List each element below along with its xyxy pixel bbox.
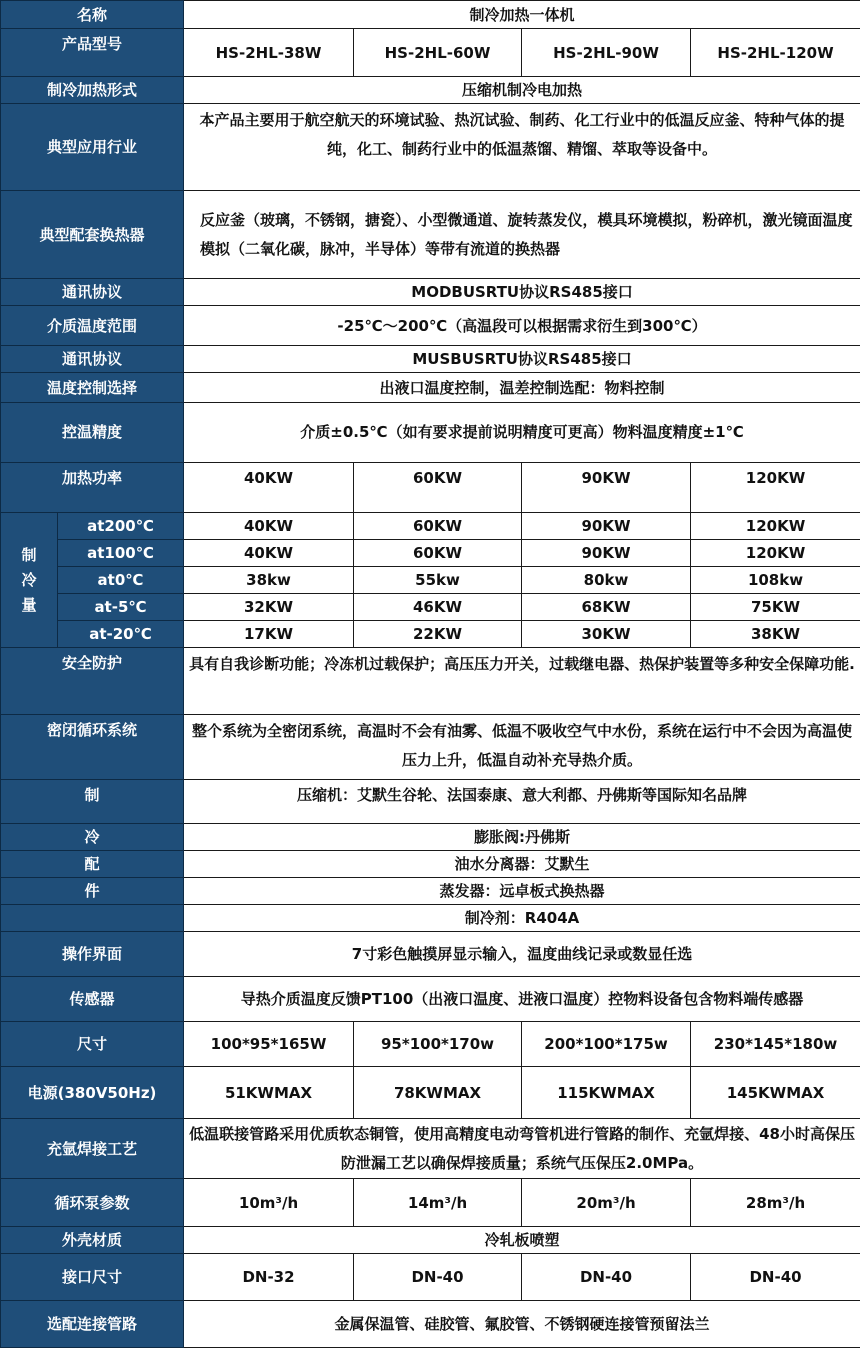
parts-label: 配 xyxy=(1,851,184,878)
model-value: HS-2HL-120W xyxy=(691,29,860,77)
comm2-value: MUSBUSRTU协议RS485接口 xyxy=(184,346,860,373)
row-heating xyxy=(1,463,860,513)
row-pump xyxy=(1,1179,860,1227)
heating-value: 40KW xyxy=(184,463,354,513)
sensor-value: 导热介质温度反馈PT100（出液口温度、进液口温度）控物料设备包含物料端传感器 xyxy=(184,977,860,1022)
pump-value: 28m³/h xyxy=(691,1179,860,1227)
power-value: 51KWMAX xyxy=(184,1067,354,1119)
power-value: 145KWMAX xyxy=(691,1067,860,1119)
size-value: 200*100*175w xyxy=(522,1022,691,1067)
model-value: HS-2HL-38W xyxy=(184,29,354,77)
parts-label: 冷 xyxy=(1,824,184,851)
row-ui xyxy=(1,932,860,977)
cooling-char: 冷 xyxy=(21,568,36,593)
parts-value: 油水分离器：艾默生 xyxy=(184,851,860,878)
parts-value: 压缩机：艾默生谷轮、法国泰康、意大利都、丹佛斯等国际知名品牌 xyxy=(184,780,860,824)
pump-value: 20m³/h xyxy=(522,1179,691,1227)
comm1-value: MODBUSRTU协议RS485接口 xyxy=(184,279,860,306)
label-application: 典型应用行业 xyxy=(1,104,184,191)
port-value: DN-40 xyxy=(691,1254,860,1301)
parts-label: 件 xyxy=(1,878,184,905)
row-parts xyxy=(1,851,860,878)
pump-value: 14m³/h xyxy=(354,1179,522,1227)
cooling-temp: at-20℃ xyxy=(58,621,184,648)
row-name xyxy=(1,1,860,29)
cooling-value: 40KW xyxy=(184,513,354,540)
row-temp-range xyxy=(1,306,860,346)
parts-value: 制冷剂：R404A xyxy=(184,905,860,932)
port-value: DN-40 xyxy=(522,1254,691,1301)
row-comm1 xyxy=(1,279,860,306)
row-parts xyxy=(1,780,860,824)
label-temp-range: 介质温度范围 xyxy=(1,306,184,346)
ui-value: 7寸彩色触摸屏显示输入，温度曲线记录或数显任选 xyxy=(184,932,860,977)
heating-value: 60KW xyxy=(354,463,522,513)
row-cooling xyxy=(1,513,860,540)
label-pump: 循环泵参数 xyxy=(1,1179,184,1227)
size-value: 230*145*180w xyxy=(691,1022,860,1067)
model-value: HS-2HL-90W xyxy=(522,29,691,77)
cooling-value: 22KW xyxy=(354,621,522,648)
label-cooling xyxy=(1,513,58,648)
cooling-value: 46KW xyxy=(354,594,522,621)
form-value: 压缩机制冷电加热 xyxy=(184,77,860,104)
label-form: 制冷加热形式 xyxy=(1,77,184,104)
row-control xyxy=(1,373,860,403)
model-value: HS-2HL-60W xyxy=(354,29,522,77)
piping-value: 金属保温管、硅胶管、氟胶管、不锈钢硬连接管预留法兰 xyxy=(184,1301,860,1348)
parts-value: 蒸发器：远卓板式换热器 xyxy=(184,878,860,905)
label-heating: 加热功率 xyxy=(1,463,184,513)
pump-value: 10m³/h xyxy=(184,1179,354,1227)
cooling-value: 30KW xyxy=(522,621,691,648)
cooling-value: 38kw xyxy=(184,567,354,594)
cooling-value: 90KW xyxy=(522,513,691,540)
label-welding: 充氩焊接工艺 xyxy=(1,1119,184,1179)
temp-range-value: -25℃～200℃（高温段可以根据需求衍生到300℃） xyxy=(184,306,860,346)
row-cooling xyxy=(1,540,860,567)
cooling-temp: at0℃ xyxy=(58,567,184,594)
cooling-value: 32KW xyxy=(184,594,354,621)
label-piping: 选配连接管路 xyxy=(1,1301,184,1348)
row-size xyxy=(1,1022,860,1067)
label-model: 产品型号 xyxy=(1,29,184,77)
row-safety xyxy=(1,648,860,715)
cooling-value: 80kw xyxy=(522,567,691,594)
row-welding xyxy=(1,1119,860,1179)
port-value: DN-40 xyxy=(354,1254,522,1301)
row-power xyxy=(1,1067,860,1119)
row-sensor xyxy=(1,977,860,1022)
welding-value: 低温联接管路采用优质软态铜管，使用高精度电动弯管机进行管路的制作、充氩焊接、48小时高保压防泄漏工艺以确保焊接质量；系统气压保压2.0MPa。 xyxy=(184,1119,860,1179)
row-model xyxy=(1,29,860,77)
cooling-value: 60KW xyxy=(354,540,522,567)
exchanger-value: 反应釜（玻璃，不锈钢，搪瓷）、小型微通道、旋转蒸发仪，模具环境模拟，粉碎机，激光镜面温度模拟（二氧化碳，脉冲，半导体）等带有流道的换热器 xyxy=(184,191,860,279)
row-parts xyxy=(1,878,860,905)
label-ui: 操作界面 xyxy=(1,932,184,977)
label-power: 电源(380V50Hz) xyxy=(1,1067,184,1119)
row-form xyxy=(1,77,860,104)
control-value: 出液口温度控制，温差控制选配：物料控制 xyxy=(184,373,860,403)
row-application xyxy=(1,104,860,191)
closed-loop-value: 整个系统为全密闭系统，高温时不会有油雾、低温不吸收空气中水份，系统在运行中不会因为高温使压力上升，低温自动补充导热介质。 xyxy=(184,715,860,780)
cooling-value: 40KW xyxy=(184,540,354,567)
accuracy-value: 介质±0.5℃（如有要求提前说明精度可更高）物料温度精度±1℃ xyxy=(184,403,860,463)
cooling-value: 38KW xyxy=(691,621,860,648)
power-value: 115KWMAX xyxy=(522,1067,691,1119)
cooling-temp: at100℃ xyxy=(58,540,184,567)
row-exchanger xyxy=(1,191,860,279)
size-value: 100*95*165W xyxy=(184,1022,354,1067)
size-value: 95*100*170w xyxy=(354,1022,522,1067)
cooling-temp: at200℃ xyxy=(58,513,184,540)
row-shell xyxy=(1,1227,860,1254)
cooling-char: 量 xyxy=(21,593,36,618)
label-closed-loop: 密闭循环系统 xyxy=(1,715,184,780)
product-name: 制冷加热一体机 xyxy=(184,1,860,29)
label-name: 名称 xyxy=(1,1,184,29)
cooling-value: 90KW xyxy=(522,540,691,567)
parts-label: 制 xyxy=(1,780,184,824)
parts-label xyxy=(1,905,184,932)
safety-value: 具有自我诊断功能；冷冻机过载保护；高压压力开关，过载继电器、热保护装置等多种安全保障功能. xyxy=(184,648,860,715)
cooling-value: 17KW xyxy=(184,621,354,648)
row-comm2 xyxy=(1,346,860,373)
row-parts xyxy=(1,905,860,932)
row-cooling xyxy=(1,594,860,621)
label-sensor: 传感器 xyxy=(1,977,184,1022)
label-control: 温度控制选择 xyxy=(1,373,184,403)
label-shell: 外壳材质 xyxy=(1,1227,184,1254)
cooling-temp: at-5℃ xyxy=(58,594,184,621)
cooling-char: 制 xyxy=(21,543,36,568)
row-accuracy xyxy=(1,403,860,463)
cooling-value: 120KW xyxy=(691,513,860,540)
row-cooling xyxy=(1,621,860,648)
cooling-value: 120KW xyxy=(691,540,860,567)
label-exchanger: 典型配套换热器 xyxy=(1,191,184,279)
cooling-value: 55kw xyxy=(354,567,522,594)
row-port xyxy=(1,1254,860,1301)
heating-value: 90KW xyxy=(522,463,691,513)
row-cooling xyxy=(1,567,860,594)
power-value: 78KWMAX xyxy=(354,1067,522,1119)
label-safety: 安全防护 xyxy=(1,648,184,715)
row-piping xyxy=(1,1301,860,1348)
row-parts xyxy=(1,824,860,851)
application-value: 本产品主要用于航空航天的环境试验、热沉试验、制药、化工行业中的低温反应釜、特种气体的提纯，化工、制药行业中的低温蒸馏、精馏、萃取等设备中。 xyxy=(184,104,860,191)
cooling-value: 68KW xyxy=(522,594,691,621)
label-comm1: 通讯协议 xyxy=(1,279,184,306)
port-value: DN-32 xyxy=(184,1254,354,1301)
cooling-value: 108kw xyxy=(691,567,860,594)
shell-value: 冷轧板喷塑 xyxy=(184,1227,860,1254)
label-comm2: 通讯协议 xyxy=(1,346,184,373)
row-closed-loop xyxy=(1,715,860,780)
cooling-value: 60KW xyxy=(354,513,522,540)
heating-value: 120KW xyxy=(691,463,860,513)
parts-value: 膨胀阀:丹佛斯 xyxy=(184,824,860,851)
label-accuracy: 控温精度 xyxy=(1,403,184,463)
cooling-value: 75KW xyxy=(691,594,860,621)
label-port: 接口尺寸 xyxy=(1,1254,184,1301)
label-size: 尺寸 xyxy=(1,1022,184,1067)
